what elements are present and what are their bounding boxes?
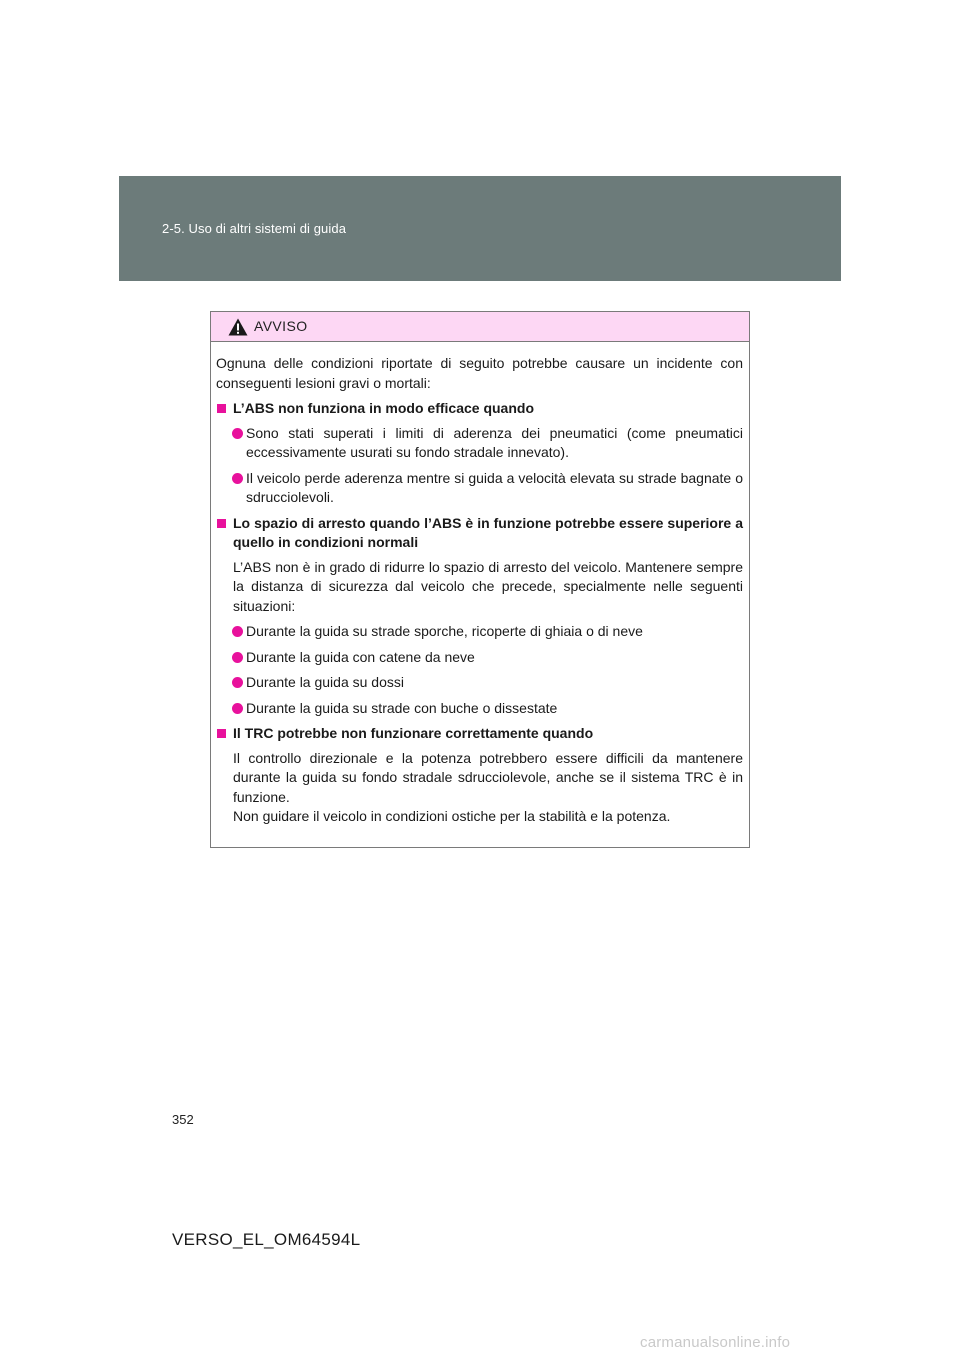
section-header-band (119, 176, 841, 281)
round-bullet-icon (232, 677, 243, 688)
paragraph: Il controllo direzionale e la potenza potrebbero essere difficili da mantenere durante la guida su fondo stradale sdrucciolevole, anche se il sistema TRC è in funzione. (233, 749, 743, 805)
paragraph: Non guidare il veicolo in condizioni ostiche per la stabilità e la potenza. (233, 808, 671, 824)
bullet-item (216, 622, 743, 642)
bullet-item (216, 469, 743, 508)
section-title: 2-5. Uso di altri sistemi di guida (162, 221, 347, 236)
bullet-text: Durante la guida su strade sporche, ricoperte di ghiaia o di neve (246, 623, 643, 639)
page-number: 352 (172, 1112, 194, 1127)
round-bullet-icon (232, 703, 243, 714)
watermark: carmanualsonline.info (640, 1334, 791, 1351)
warning-box (210, 311, 750, 848)
round-bullet-icon (232, 473, 243, 484)
square-bullet-icon (217, 404, 226, 413)
warning-body (211, 342, 749, 827)
square-bullet-icon (217, 519, 226, 528)
round-bullet-icon (232, 652, 243, 663)
round-bullet-icon (232, 428, 243, 439)
bullet-text: Durante la guida su strade con buche o dissestate (246, 699, 558, 716)
bullet-item (216, 648, 743, 668)
warning-label: AVVISO (254, 318, 308, 334)
bullet-text: Durante la guida con catene da neve (246, 648, 475, 665)
bullet-text: Sono stati superati i limiti di aderenza dei pneumatici (come pneumatici eccessivamente usurati su fondo stradale innevato). (246, 424, 743, 460)
heading-text: Il TRC potrebbe non funzionare correttamente quando (233, 725, 594, 741)
bullet-text: Il veicolo perde aderenza mentre si guida a velocità elevata su strade bagnate o sdrucciolevoli. (246, 469, 743, 505)
document-code: VERSO_EL_OM64594L (172, 1230, 361, 1249)
warning-header (211, 312, 749, 342)
paragraph: L’ABS non è in grado di ridurre lo spazio di arresto del veicolo. Mantenere sempre la distanza di sicurezza dal veicolo che precede, specialmente nelle seguenti situazioni: (233, 558, 743, 614)
bullet-item (216, 673, 743, 693)
heading-text: Lo spazio di arresto quando l’ABS è in funzione potrebbe essere superiore a quello in condizioni normali (233, 514, 743, 550)
bullet-item (216, 424, 743, 463)
warning-heading-stopping-distance (216, 514, 743, 553)
heading-text: L’ABS non funziona in modo efficace quando (233, 400, 534, 416)
round-bullet-icon (232, 626, 243, 637)
warning-triangle-icon (228, 318, 248, 336)
warning-intro: Ognuna delle condizioni riportate di seguito potrebbe causare un incidente con conseguenti lesioni gravi o mortali: (216, 355, 743, 391)
square-bullet-icon (217, 729, 226, 738)
warning-heading-trc (216, 724, 743, 744)
bullet-item (216, 699, 743, 719)
warning-heading-abs (216, 399, 743, 419)
bullet-text: Durante la guida su dossi (246, 674, 404, 690)
